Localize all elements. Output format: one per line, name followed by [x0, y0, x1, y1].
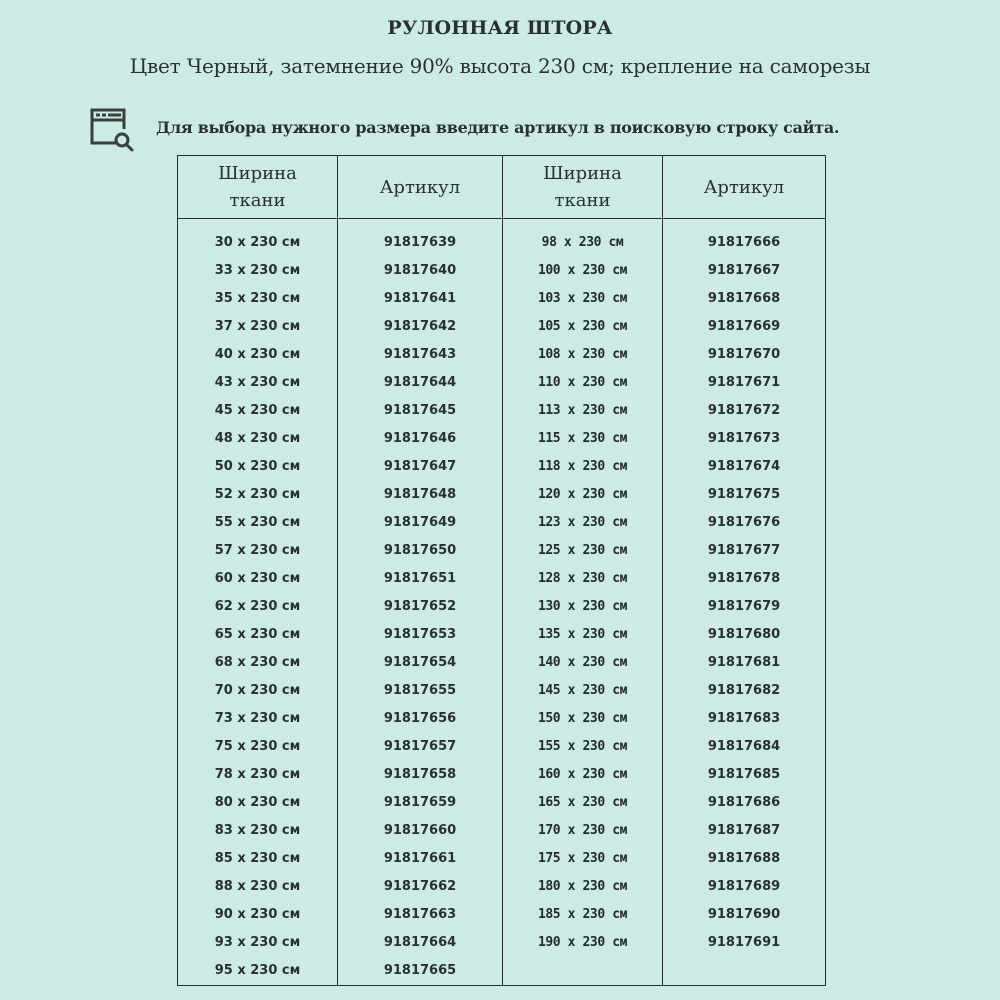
- article-cell: 91817672: [707, 403, 781, 418]
- width-cell: 125 x 230 см: [537, 543, 628, 558]
- width-cell: 118 x 230 см: [537, 459, 628, 474]
- article-cell: 91817661: [383, 851, 457, 866]
- width-cell: 85 x 230 см: [214, 851, 301, 866]
- width-cell: 65 x 230 см: [214, 627, 301, 642]
- width-cell: 33 x 230 см: [214, 263, 301, 278]
- width-cell: 150 x 230 см: [537, 711, 628, 726]
- article-cell: 91817668: [707, 291, 781, 306]
- article-cell: 91817660: [383, 823, 457, 838]
- article-cell: 91817679: [707, 599, 781, 614]
- width-cell: 155 x 230 см: [537, 739, 628, 754]
- browser-search-icon: [88, 107, 136, 153]
- article-cell: 91817651: [383, 571, 457, 586]
- article-cell: 91817650: [383, 543, 457, 558]
- article-cell: 91817644: [383, 375, 457, 390]
- article-cell: 91817686: [707, 795, 781, 810]
- article-cell: 91817665: [383, 963, 457, 978]
- width-list-right: [503, 229, 662, 957]
- width-cell: 160 x 230 см: [537, 767, 628, 782]
- width-cell: 78 x 230 см: [214, 767, 301, 782]
- width-cell: 62 x 230 см: [214, 599, 301, 614]
- width-cell: 50 x 230 см: [214, 459, 301, 474]
- search-hint: [88, 107, 948, 151]
- article-cell: 91817653: [383, 627, 457, 642]
- width-cell: 37 x 230 см: [214, 319, 301, 334]
- width-cell: 145 x 230 см: [537, 683, 628, 698]
- size-article-table: [177, 155, 826, 986]
- article-cell: 91817658: [383, 767, 457, 782]
- width-cell: 45 x 230 см: [214, 403, 301, 418]
- width-cell: 48 x 230 см: [214, 431, 301, 446]
- width-cell: 113 x 230 см: [537, 403, 628, 418]
- width-cell: 128 x 230 см: [537, 571, 628, 586]
- article-cell: 91817667: [707, 263, 781, 278]
- width-cell: 123 x 230 см: [537, 515, 628, 530]
- article-list-left: [338, 229, 502, 985]
- article-cell: 91817649: [383, 515, 457, 530]
- article-cell: 91817690: [707, 907, 781, 922]
- article-cell: 91817673: [707, 431, 781, 446]
- width-cell: 70 x 230 см: [214, 683, 301, 698]
- article-cell: 91817674: [707, 459, 781, 474]
- article-cell: 91817676: [707, 515, 781, 530]
- article-cell: 91817685: [707, 767, 781, 782]
- col-width-left: [178, 219, 338, 986]
- col-article-right: [663, 219, 826, 986]
- width-cell: 83 x 230 см: [214, 823, 301, 838]
- width-cell: 52 x 230 см: [214, 487, 301, 502]
- header-article-right-label: Артикул: [703, 176, 785, 198]
- width-cell: 57 x 230 см: [214, 543, 301, 558]
- width-cell: 130 x 230 см: [537, 599, 628, 614]
- header-width-left-line2: ткани: [229, 190, 286, 211]
- article-cell: 91817671: [707, 375, 781, 390]
- width-list-left: [178, 229, 337, 985]
- header-width-left: [178, 156, 338, 219]
- width-cell: 190 x 230 см: [537, 935, 628, 950]
- table-header-row: [178, 156, 826, 219]
- article-cell: 91817645: [383, 403, 457, 418]
- width-cell: 43 x 230 см: [214, 375, 301, 390]
- article-cell: 91817641: [383, 291, 457, 306]
- article-cell: 91817643: [383, 347, 457, 362]
- width-cell: 93 x 230 см: [214, 935, 301, 950]
- width-cell: 115 x 230 см: [537, 431, 628, 446]
- width-cell: 135 x 230 см: [537, 627, 628, 642]
- article-cell: 91817663: [383, 907, 457, 922]
- article-cell: 91817657: [383, 739, 457, 754]
- width-cell: 100 x 230 см: [537, 263, 628, 278]
- article-cell: 91817642: [383, 319, 457, 334]
- table-body-row: [178, 219, 826, 986]
- article-cell: 91817669: [707, 319, 781, 334]
- width-cell: 75 x 230 см: [214, 739, 301, 754]
- article-cell: 91817681: [707, 655, 781, 670]
- article-cell: 91817677: [707, 543, 781, 558]
- width-cell: 40 x 230 см: [214, 347, 301, 362]
- article-cell: 91817655: [383, 683, 457, 698]
- width-cell: 170 x 230 см: [537, 823, 628, 838]
- width-cell: 95 x 230 см: [214, 963, 301, 978]
- article-cell: 91817689: [707, 879, 781, 894]
- article-cell: 91817652: [383, 599, 457, 614]
- article-list-right: [663, 229, 825, 957]
- header-width-right-line2: ткани: [554, 190, 611, 211]
- article-cell: 91817680: [707, 627, 781, 642]
- width-cell: 185 x 230 см: [537, 907, 628, 922]
- width-cell: 103 x 230 см: [537, 291, 628, 306]
- search-hint-text: Для выбора нужного размера введите артикул в поисковую строку сайта.: [156, 118, 840, 137]
- width-cell: 35 x 230 см: [214, 291, 301, 306]
- width-cell: 30 x 230 см: [214, 235, 301, 250]
- width-cell: 140 x 230 см: [537, 655, 628, 670]
- article-cell: 91817687: [707, 823, 781, 838]
- width-cell: 60 x 230 см: [214, 571, 301, 586]
- article-cell: 91817675: [707, 487, 781, 502]
- width-cell: 73 x 230 см: [214, 711, 301, 726]
- width-cell: 88 x 230 см: [214, 879, 301, 894]
- page-subtitle: Цвет Черный, затемнение 90% высота 230 см; крепление на саморезы: [129, 54, 871, 78]
- article-cell: 91817684: [707, 739, 781, 754]
- article-cell: 91817646: [383, 431, 457, 446]
- article-cell: 91817659: [383, 795, 457, 810]
- page-title: РУЛОННАЯ ШТОРА: [387, 17, 613, 39]
- width-cell: 98 x 230 см: [541, 235, 624, 250]
- article-cell: 91817647: [383, 459, 457, 474]
- width-cell: 68 x 230 см: [214, 655, 301, 670]
- article-cell: 91817670: [707, 347, 781, 362]
- header-article-left-label: Артикул: [379, 176, 461, 198]
- width-cell: 180 x 230 см: [537, 879, 628, 894]
- article-cell: 91817662: [383, 879, 457, 894]
- article-cell: 91817640: [383, 263, 457, 278]
- article-cell: 91817683: [707, 711, 781, 726]
- article-cell: 91817654: [383, 655, 457, 670]
- header-article-right: [663, 156, 826, 219]
- width-cell: 90 x 230 см: [214, 907, 301, 922]
- article-cell: 91817664: [383, 935, 457, 950]
- width-cell: 80 x 230 см: [214, 795, 301, 810]
- article-cell: 91817691: [707, 935, 781, 950]
- article-cell: 91817682: [707, 683, 781, 698]
- col-article-left: [338, 219, 503, 986]
- header-width-right: [503, 156, 663, 219]
- article-cell: 91817678: [707, 571, 781, 586]
- header-width-right-line1: Ширина: [543, 163, 622, 184]
- width-cell: 105 x 230 см: [537, 319, 628, 334]
- col-width-right: [503, 219, 663, 986]
- width-cell: 120 x 230 см: [537, 487, 628, 502]
- header-article-left: [338, 156, 503, 219]
- width-cell: 108 x 230 см: [537, 347, 628, 362]
- width-cell: 110 x 230 см: [537, 375, 628, 390]
- article-cell: 91817656: [383, 711, 457, 726]
- width-cell: 55 x 230 см: [214, 515, 301, 530]
- width-cell: 165 x 230 см: [537, 795, 628, 810]
- article-cell: 91817666: [707, 235, 781, 250]
- article-cell: 91817639: [383, 235, 457, 250]
- width-cell: 175 x 230 см: [537, 851, 628, 866]
- header-width-left-line1: Ширина: [218, 163, 297, 184]
- article-cell: 91817688: [707, 851, 781, 866]
- article-cell: 91817648: [383, 487, 457, 502]
